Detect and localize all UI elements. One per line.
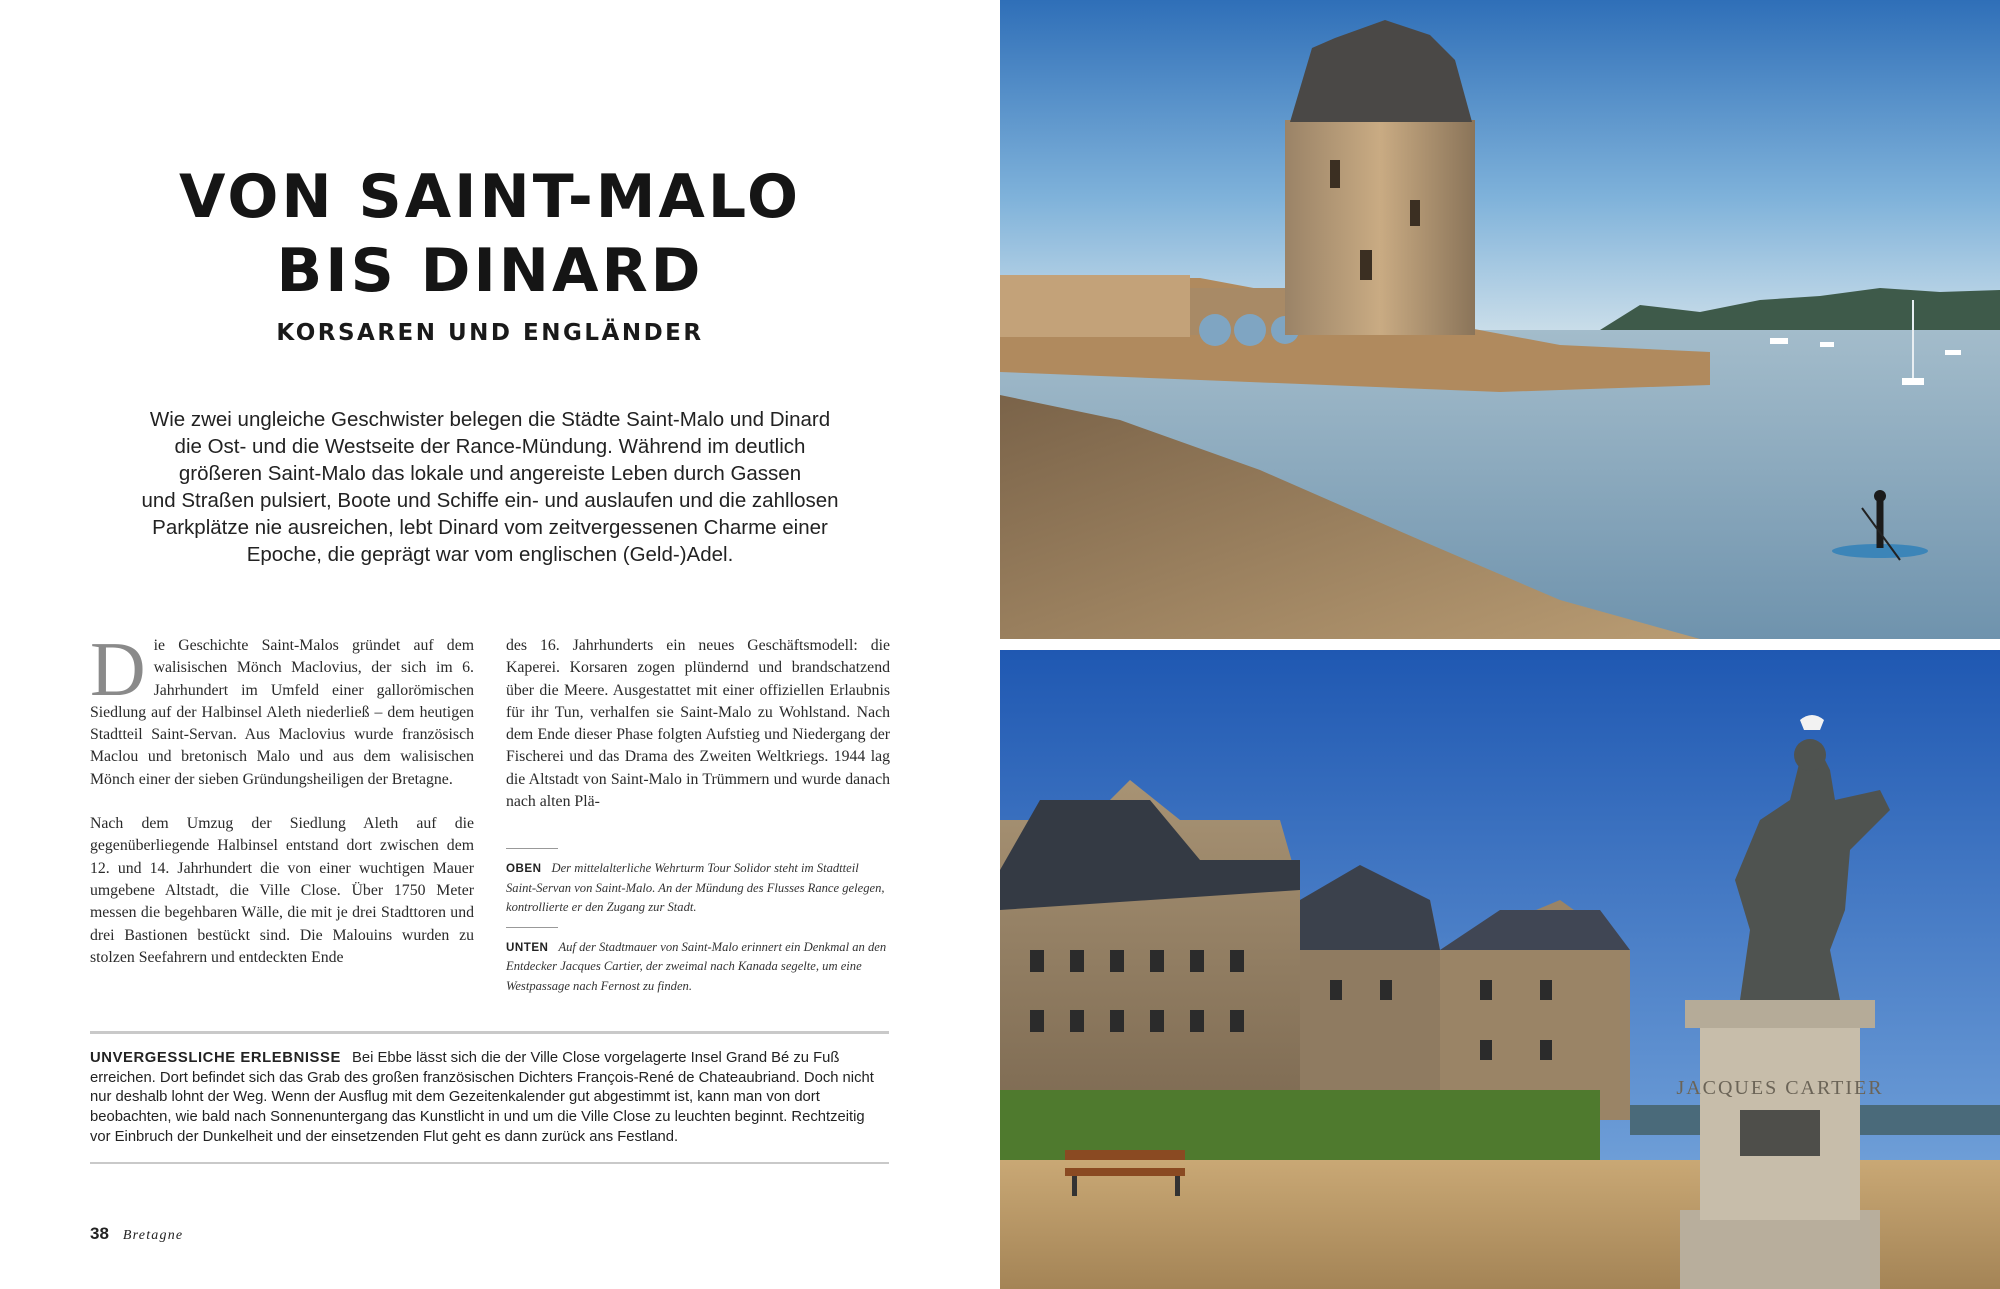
body-column-2	[506, 635, 890, 835]
photo-captions	[506, 848, 890, 1005]
body-paragraph-2: Nach dem Umzug der Siedlung Aleth auf die gegenüberliegende Halbinsel entstand dort zwischen dem 12. und 14. Jahrhundert die von einer wuchtigen Mauer umgebene Altstadt, die Ville Close. Über 1750 Meter messen die begehbaren Wälle, die mit je drei Stadttoren und drei Bastionen bestückt sind. Die Malouins wurden zu stolzen Seefahrern und entdeckten Ende	[90, 815, 474, 966]
tower-window	[1410, 200, 1420, 226]
left-page	[0, 0, 998, 1289]
caption-bottom	[506, 938, 890, 997]
lead-paragraph	[125, 406, 855, 568]
info-box	[90, 1031, 889, 1164]
lead-line: Parkplätze nie ausreichen, lebt Dinard vom zeitvergessenen Charme einer	[152, 516, 828, 539]
photo-tour-solidor	[1000, 0, 2000, 639]
caption-divider	[506, 927, 558, 928]
info-box-text	[90, 1049, 889, 1148]
title-line-2: BIS DINARD	[276, 236, 704, 306]
caption-top-label: OBEN	[506, 862, 542, 875]
statue-head	[1794, 739, 1826, 771]
page-number: 38	[90, 1224, 109, 1243]
tower-window	[1330, 160, 1340, 188]
lead-line: die Ost- und die Westseite der Rance-Mündung. Während im deutlich	[174, 435, 806, 458]
caption-top	[506, 859, 890, 918]
page-subtitle: KORSAREN UND ENGLÄNDER	[276, 320, 704, 346]
statue-inscription: JACQUES CARTIER	[1676, 1077, 1884, 1099]
statue-pedestal-cap	[1685, 1000, 1875, 1028]
right-page	[1000, 0, 2000, 1289]
info-box-label: UNVERGESSLICHE ERLEBNISSE	[90, 1050, 341, 1066]
jacques-cartier-illustration	[1000, 650, 2000, 1289]
drop-cap: D	[90, 626, 146, 712]
rampart-left	[1000, 275, 1190, 337]
tower-body	[1285, 120, 1475, 335]
tower-window	[1360, 250, 1372, 280]
page-title	[90, 160, 890, 308]
body-paragraph-3: des 16. Jahrhunderts ein neues Geschäftsmodell: die Kaperei. Korsaren zogen plündernd und brandschatzend über die Meere. Ausgestattet mit einer offiziellen Erlaubnis für ihr Tun, verhalfen sie Saint-Malo zu Wohlstand. Nach dem Ende dieser Phase folgten Aufstieg und Niedergang der Fischerei und das Drama des Zweiten Weltkriegs. 1944 lag die Altstadt von Saint-Malo in Trümmern und wurde danach nach alten Plä-	[506, 637, 890, 811]
caption-bottom-text: Auf der Stadtmauer von Saint-Malo erinnert ein Denkmal an den Entdecker Jacques Cartier, der zweimal nach Kanada segelte, um eine Westpassage nach Fernost zu finden.	[506, 939, 887, 993]
caption-top-text: Der mittelalterliche Wehrturm Tour Solidor steht im Stadtteil Saint-Servan von Saint-Malo. An der Mündung des Flusses Rance gelegen, kontrollierte er den Zugang zur Stadt.	[506, 861, 885, 914]
caption-divider	[506, 848, 558, 849]
lead-line: größeren Saint-Malo das lokale und angereiste Leben durch Gassen	[178, 462, 802, 485]
plaque	[1740, 1110, 1820, 1156]
lead-line: und Straßen pulsiert, Boote und Schiffe ein- und auslaufen und die zahllosen	[141, 489, 839, 512]
tour-solidor-illustration	[1000, 0, 2000, 639]
caption-bottom-label: UNTEN	[506, 940, 549, 954]
section-name: Bretagne	[122, 1228, 184, 1243]
lead-line: Epoche, die geprägt war vom englischen (Geld-)Adel.	[246, 543, 734, 566]
title-line-1: VON SAINT-MALO	[179, 162, 801, 232]
body-column-1	[90, 626, 474, 991]
arch	[1199, 314, 1231, 346]
arch	[1234, 314, 1266, 346]
photo-jacques-cartier-statue	[1000, 650, 2000, 1289]
body-paragraph-1-text: ie Geschichte Saint-Malos gründet auf dem walisischen Mönch Maclovius, der sich im 6. Jahrhundert im Umfeld einer gallorömischen Siedlung auf der Halbinsel Aleth niederließ – dem heutigen Stadtteil Saint-Servan. Aus Maclovius wurde französisch Maclou und bretonisch Malo und aus dem walisischen Mönch einer der sieben Gründungsheiligen der Bretagne.	[90, 637, 474, 788]
info-box-body: Bei Ebbe lässt sich die der Ville Close vorgelagerte Insel Grand Bé zu Fuß erreichen. Dort befindet sich das Grab des großen französischen Dichters François-René de Chateaubriand. Doch nicht nur deshalb lohnt der Weg. Wenn der Ausflug mit dem Gezeitenkalender gut abgestimmt ist, kann man von dort beobachten, wie bald nach Sonnenuntergang das Kunstlicht in und um die Ville Close zu leuchten beginnt. Rechtzeitig vor Einbruch der Dunkelheit und der einsetzenden Flut geht es dann zurück ans Festland.	[90, 1050, 874, 1145]
paddler-head	[1874, 490, 1886, 502]
page-footer	[90, 1224, 183, 1244]
lead-line: Wie zwei ungleiche Geschwister belegen die Städte Saint-Malo und Dinard	[149, 408, 831, 431]
statue-pedestal-base	[1680, 1210, 1880, 1289]
body-paragraph-1	[90, 626, 474, 791]
